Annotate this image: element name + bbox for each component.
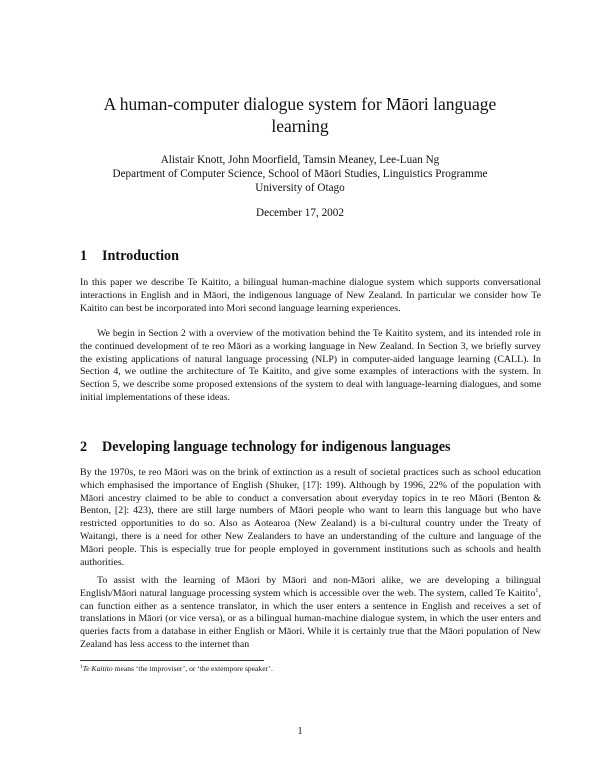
section-title: Developing language technology for indigenous languages: [102, 439, 451, 455]
paper-date: December 17, 2002: [256, 207, 344, 219]
body-paragraph: By the 1970s, te reo Māori was on the brink of extinction as a result of societal practices such as school education which emphasised the importance of English (Shuker, [17]: 199). Although by 1996, 22% of the population with Māori ancestry claimed to be able to conduct a conversation about everyday topics in te reo Māori (Benton & Benton, [2]: 423), there are still large numbers of Māori people who want to learn this language but who have restricted opportunities to do so. Also as Aotearoa (New Zealand) is a bi-cultural country under the Treaty of Waitangi, there is a need for other New Zealanders to have an understanding of the culture and language of the Māori people. This is especially true for people employed in government institutions such as schools and health authorities.: [80, 467, 541, 568]
page-number: 1: [297, 726, 303, 737]
paragraph-text: , can function either as a sentence translator, in which the user enters a sentence in English and receives a set of translations in Māori (or vice versa), or as a bilingual human-machine dialogue system, in which the user enters and queries facts from a database in either English or Māori. While it is certainly true that the Māori population of New Zealand has less access to the internet than: [80, 587, 541, 650]
section-number: 1: [80, 248, 88, 264]
title-line-2: learning: [271, 116, 329, 136]
footnote-text: means ‘the improviser’, or ‘the extempore speaker’.: [112, 664, 273, 673]
footnote: [80, 662, 541, 674]
paper-title: [80, 93, 520, 137]
university: University of Otago: [255, 182, 345, 194]
section-heading-introduction: [80, 247, 540, 265]
author-list: Alistair Knott, John Moorfield, Tamsin Meaney, Lee-Luan Ng: [160, 154, 440, 166]
footnote-mark: 1: [80, 664, 83, 670]
paragraph-text: To assist with the learning of Māori by Māori and non-Māori alike, we are developing a bilingual English/Māori natural language processing system which is accessible over the web. The system, called Te Kaitito: [80, 575, 541, 599]
affiliation: Department of Computer Science, School of Māori Studies, Linguistics Programme: [112, 168, 488, 180]
footnote-divider: [80, 660, 264, 661]
title-line-1: A human-computer dialogue system for Māori language: [103, 94, 497, 114]
section-number: 2: [80, 439, 88, 455]
footnote-reference[interactable]: 1: [535, 586, 539, 594]
body-paragraph: [80, 575, 541, 652]
footnote-term: Te Kaitito: [82, 664, 113, 673]
section-heading-language-technology: [80, 438, 540, 456]
section-title: Introduction: [102, 248, 179, 264]
body-paragraph: In this paper we describe Te Kaitito, a bilingual human-machine dialogue system which supports conversational interactions in English and in Māori, the indigenous language of New Zealand. In particular we consider how Te Kaitito can best be incorporated into Mori second language learning experiences.: [80, 277, 541, 314]
body-paragraph: We begin in Section 2 with a overview of the motivation behind the Te Kaitito system, and its intended role in the continued development of te reo Māori as a working language in New Zealand. In Section 3, we briefly survey the existing applications of natural language processing (NLP) in computer-aided language learning (CALL). In Section 4, we outline the architecture of Te Kaitito, and give some examples of interactions with the system. In Section 5, we describe some proposed extensions of the system to deal with language-learning dialogues, and some initial implementations of these ideas.: [80, 328, 541, 403]
